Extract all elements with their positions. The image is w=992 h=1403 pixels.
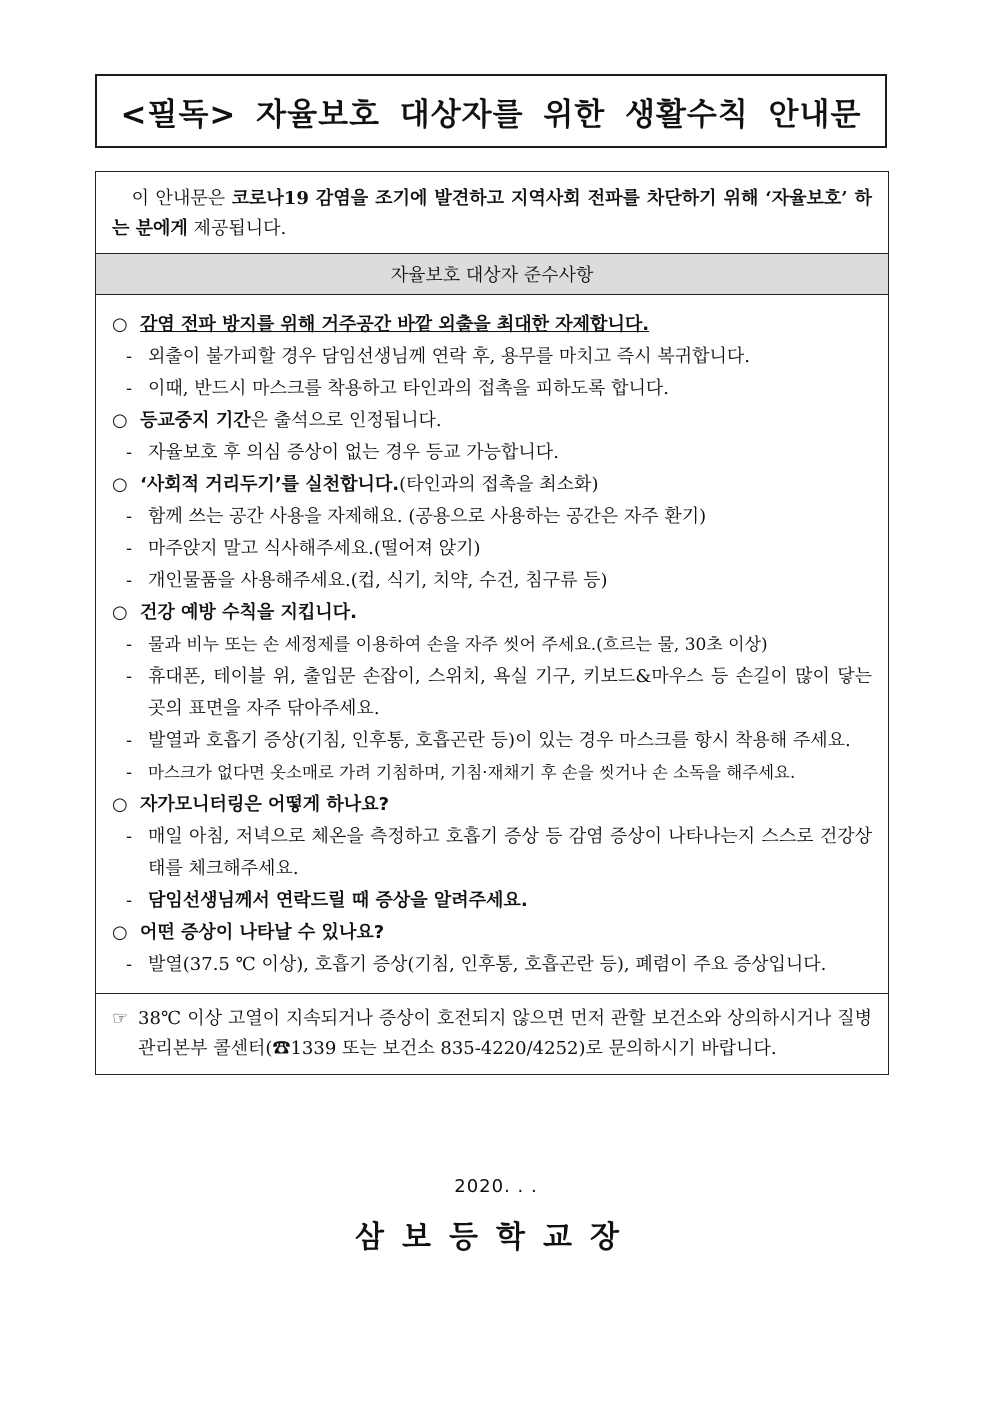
circle-bullet-icon: ○ xyxy=(112,794,128,815)
subitem-text: 마스크가 없다면 옷소매로 가려 기침하며, 기침·재채기 후 손을 씻거나 손 소독을 해주세요. xyxy=(148,763,796,782)
page-title: <필독> 자율보호 대상자를 위한 생활수칙 안내문 xyxy=(120,96,862,133)
list-subitem-bold xyxy=(112,885,872,917)
list-subitem xyxy=(112,341,872,373)
list-subitem xyxy=(112,661,872,725)
list-item xyxy=(112,405,872,437)
item-heading-rest: (타인과의 접촉을 최소화) xyxy=(399,474,599,495)
subitem-text: 발열과 호흡기 증상(기침, 인후통, 호흡곤란 등)이 있는 경우 마스크를 항시 착용해 주세요. xyxy=(148,730,851,751)
dash-marker: - xyxy=(126,442,133,463)
circle-bullet-icon: ○ xyxy=(112,922,128,943)
intro-bold: 코로나19 감염을 조기에 발견하고 지역사회 전파를 차단하기 위해 ‘자율보호’ 하는 분에게 xyxy=(112,188,872,239)
item-heading: 어떤 증상이 나타날 수 있나요? xyxy=(140,922,385,943)
notice-table xyxy=(95,171,889,1075)
circle-bullet-icon: ○ xyxy=(112,474,128,495)
dash-marker: - xyxy=(126,826,133,847)
dash-marker: - xyxy=(126,762,133,783)
list-subitem xyxy=(112,725,872,757)
issue-date: 2020. . . xyxy=(454,1176,538,1197)
item-heading-bold: 등교중지 기간 xyxy=(140,410,251,431)
dash-marker: - xyxy=(126,538,133,559)
dash-marker: - xyxy=(126,506,133,527)
subitem-text: 휴대폰, 테이블 위, 출입문 손잡이, 스위치, 욕실 기구, 키보드&마우스 등 손길이 많이 닿는 곳의 표면을 자주 닦아주세요. xyxy=(148,666,872,719)
circle-bullet-icon: ○ xyxy=(112,314,128,335)
circle-bullet-icon: ○ xyxy=(112,410,128,431)
subitem-text: 이때, 반드시 마스크를 착용하고 타인과의 접촉을 피하도록 합니다. xyxy=(148,378,669,399)
item-heading: 건강 예방 수칙을 지킵니다. xyxy=(140,602,357,623)
dash-marker: - xyxy=(126,570,133,591)
dash-marker: - xyxy=(126,346,133,367)
subitem-text: 자율보호 후 의심 증상이 없는 경우 등교 가능합니다. xyxy=(148,442,559,463)
subitem-text: 매일 아침, 저녁으로 체온을 측정하고 호흡기 증상 등 감염 증상이 나타나는지 스스로 건강상태를 체크해주세요. xyxy=(148,826,872,879)
list-subitem xyxy=(112,373,872,405)
intro-part2: 제공됩니다. xyxy=(187,218,287,239)
list-subitem xyxy=(112,565,872,597)
subitem-text: 물과 비누 또는 손 세정제를 이용하여 손을 자주 씻어 주세요.(흐르는 물, 30초 이상) xyxy=(148,635,768,655)
list-subitem xyxy=(112,949,872,981)
item-heading: 감염 전파 방지를 위해 거주공간 바깥 외출을 최대한 자제합니다. xyxy=(140,314,650,335)
item-heading-bold: ‘사회적 거리두기’를 실천합니다. xyxy=(140,474,400,495)
dash-marker: - xyxy=(126,378,133,399)
subitem-text: 개인물품을 사용해주세요.(컵, 식기, 치약, 수건, 침구류 등) xyxy=(148,570,608,591)
item-heading xyxy=(140,405,442,437)
subitem-text: 담임선생님께서 연락드릴 때 증상을 알려주세요. xyxy=(148,890,528,911)
list-item xyxy=(112,469,872,501)
list-subitem xyxy=(112,629,872,661)
list-item xyxy=(112,917,872,949)
subitem-text: 함께 쓰는 공간 사용을 자제해요. (공용으로 사용하는 공간은 자주 환기) xyxy=(148,506,707,527)
dash-marker: - xyxy=(126,954,133,975)
dash-marker: - xyxy=(126,730,133,751)
footer-note xyxy=(96,994,888,1074)
section-header-label: 자율보호 대상자 준수사항 xyxy=(390,265,594,286)
dash-marker: - xyxy=(126,666,133,687)
section-header xyxy=(96,254,888,295)
dash-marker: - xyxy=(126,890,133,911)
item-heading-rest: 은 출석으로 인정됩니다. xyxy=(250,410,442,431)
footer-note-text: 38℃ 이상 고열이 지속되거나 증상이 호전되지 않으면 먼저 관할 보건소와 상의하시거나 질병관리본부 콜센터(☎1339 또는 보건소 835-4220/4252)로 문의하시기 바랍니다. xyxy=(138,1008,872,1059)
school-signature: 삼보등학교장 xyxy=(355,1220,637,1255)
list-item xyxy=(112,597,872,629)
circle-bullet-icon: ○ xyxy=(112,602,128,623)
dash-marker: - xyxy=(126,634,133,655)
list-item xyxy=(112,309,872,341)
pointing-hand-icon: ☞ xyxy=(112,1008,129,1029)
list-subitem xyxy=(112,437,872,469)
item-heading: 자가모니터링은 어떻게 하나요? xyxy=(140,794,390,815)
intro-part1: 이 안내문은 xyxy=(131,188,232,209)
list-subitem xyxy=(112,757,872,789)
list-item xyxy=(112,789,872,821)
title-box xyxy=(95,74,887,148)
subitem-text: 마주앉지 말고 식사해주세요.(떨어져 앉기) xyxy=(148,538,481,559)
list-subitem xyxy=(112,533,872,565)
intro-paragraph xyxy=(96,172,888,254)
item-heading xyxy=(140,469,598,501)
subitem-text: 발열(37.5 ℃ 이상), 호흡기 증상(기침, 인후통, 호흡곤란 등), 폐렴이 주요 증상입니다. xyxy=(148,954,827,975)
list-subitem xyxy=(112,501,872,533)
rules-list xyxy=(96,295,888,994)
list-subitem xyxy=(112,821,872,885)
subitem-text: 외출이 불가피할 경우 담임선생님께 연락 후, 용무를 마치고 즉시 복귀합니다. xyxy=(148,346,750,367)
